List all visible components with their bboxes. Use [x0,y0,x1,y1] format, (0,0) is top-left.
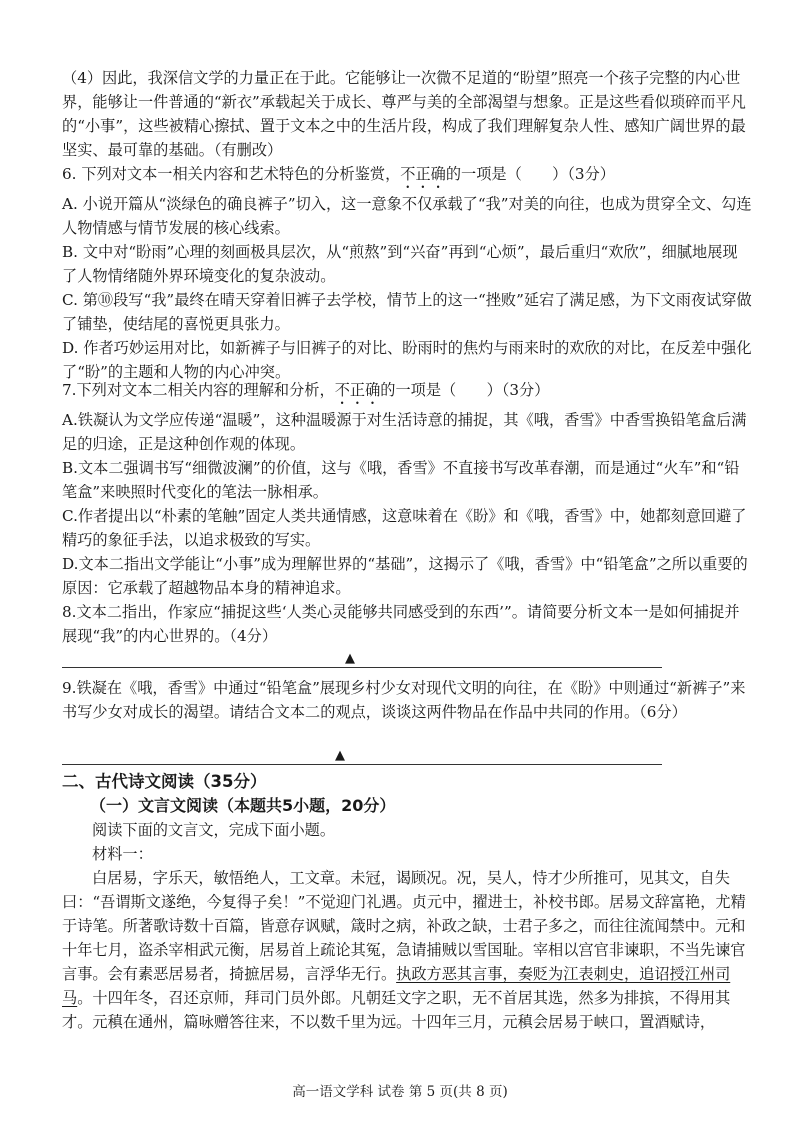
q7-option-d: D.文本二指出文学能让“小事”成为理解世界的“基础”，这揭示了《哦，香雪》中“铅笔盒”之所以重要的原因：它承载了超越物品本身的精神追求。 [62,555,748,597]
passage-text: （4）因此，我深信文学的力量正在于此。它能够让一次微不足道的“盼望”照亮一个孩子完整的内心世界，能够让一件普通的“新衣”承载起关于成长、尊严与美的全部渴望与想象。正是这些看似琐碎而平凡的“小事”，这些被精心擦拭、置于文本之中的生活片段，构成了我们理解复杂人性、感知广阔世界的最坚实、最可靠的基础。（有删改） [62,69,746,159]
q6-option-d: D. 作者巧妙运用对比，如新裤子与旧裤子的对比、盼雨时的焦灼与雨来时的欢欣的对比，在反差中强化了“盼”的主题和人物的内心冲突。 [62,339,752,381]
q6-option-c: C. 第⑩段写“我”最终在晴天穿着旧裤子去学校，情节上的这一“挫败”延宕了满足感，为下文雨夜试穿做了铺垫，使结尾的喜悦更具张力。 [62,291,752,333]
answer-line [62,667,662,668]
q6-stem: 6. 下列对文本一相关内容和艺术特色的分析鉴赏，不正确的一项是（ ）（3分） [62,165,615,183]
q8-text: 8.文本二指出，作家应“捕捉这些‘人类心灵能够共同感受到的东西’”。请简要分析文本一是如何捕捉并展现“我”的内心世界的。（4分） [62,603,740,645]
question-7 [62,378,752,600]
not-correct-emphasis: 不正确 [334,381,381,399]
section-title: 二、古代诗文阅读（35分） [62,772,267,791]
answer-line [62,764,662,765]
q7-option-b: B.文本二强调书写“细微波澜”的价值，这与《哦，香雪》不直接书写改革春潮，而是通过“火车”和“铅笔盒”来映照时代变化的笔法一脉相承。 [62,459,740,501]
page-footer: 高一语文学科 试卷 第 5 页(共 8 页) [292,1084,508,1100]
material-label: 材料一： [92,845,153,863]
underlined-sentence: 执政方恶其言事，奏贬为江表刺史，追诏授江州司马 [62,965,731,1007]
classical-text: 白居易，字乐天，敏悟绝人，工文章。未冠，谒顾况。况，吴人，恃才少所推可，见其文，自失曰：“吾谓斯文遂绝，今复得子矣！”不觉迎门礼遇。贞元中，擢进士，补校书郎。居易文辞富艳，尤精于诗笔。所著歌诗数十百篇，皆意存讽赋，箴时之病，补政之缺，士君子多之，而往往流闻禁中。元和十年七月，盗杀宰相武元衡，居易首上疏论其冤，急请捕贼以雪国耻。宰相以宫官非谏职，不当先谏官言事。会有素恶居易者，掎摭居易，言浮华无行。执政方恶其言事，奏贬为江表刺史，追诏授江州司马。十四年冬，召还京师，拜司门员外郎。凡朝廷文字之职，无不首居其选，然多为排摈，不得用其才。元稹在通州，篇咏赠答往来，不以数千里为远。十四年三月，元稹会居易于峡口，置酒赋诗， [62,869,746,1031]
section-ancient-poetry [62,770,752,1034]
question-6 [62,162,752,384]
question-8 [62,600,752,648]
q7-option-c: C.作者提出以“朴素的笔触”固定人类共通情感，这意味着在《盼》和《哦，香雪》中，她都刻意回避了精巧的象征手法，以追求极致的写实。 [62,507,747,549]
question-9 [62,676,752,724]
q7-option-a: A.铁凝认为文学应传递“温暖”，这种温暖源于对生活诗意的捕捉，其《哦，香雪》中香雪换铅笔盒后满足的归途，正是这种创作观的体现。 [62,411,747,453]
subsection-title: （一）文言文阅读（本题共5小题，20分） [90,796,396,815]
not-correct-emphasis: 不正确 [400,165,446,183]
q6-option-b: B. 文中对“盼雨”心理的刻画极具层次，从“煎熬”到“兴奋”再到“心烦”，最后重归“欢欣”，细腻地展现了人物情绪随外界环境变化的复杂波动。 [62,243,738,285]
answer-marker-triangle: ▲ [335,748,345,763]
passage-paragraph-4 [62,66,752,162]
q6-option-a: A. 小说开篇从“淡绿色的确良裤子”切入，这一意象不仅承载了“我”对美的向往，也成为贯穿全文、勾连人物情感与情节发展的核心线索。 [62,195,752,237]
q7-stem: 7.下列对文本二相关内容的理解和分析，不正确的一项是（ ）（3分） [62,381,550,399]
answer-marker-triangle: ▲ [345,651,355,666]
reading-instruction: 阅读下面的文言文，完成下面小题。 [92,821,335,839]
q9-text: 9.铁凝在《哦，香雪》中通过“铅笔盒”展现乡村少女对现代文明的向往，在《盼》中则通过“新裤子”来书写少女对成长的渴望。请结合文本二的观点，谈谈这两件物品在作品中共同的作用。（6分） [62,679,746,721]
